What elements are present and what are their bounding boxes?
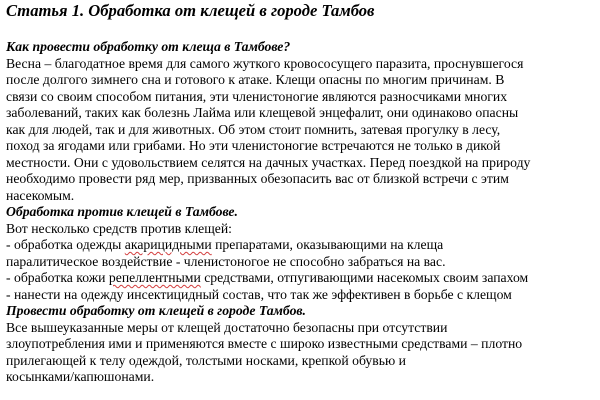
paragraph-line: необходимо провести ряд мер, призванных обезопасить вас от близкой встречи с этим bbox=[6, 171, 509, 186]
article-title: Статья 1. Обработка от клещей в городе Тамбов bbox=[6, 1, 375, 20]
paragraph-line: злоупотребления ими и применяются вместе с широко известными средствами – плотно bbox=[6, 336, 523, 351]
spellcheck-marked-word: акарицидными bbox=[124, 237, 212, 252]
paragraph-line: насекомым. bbox=[6, 187, 75, 203]
list-item-text: - обработка кожи bbox=[6, 270, 109, 285]
spellcheck-marked-word: репеллентными bbox=[108, 270, 201, 285]
list-item-text: препаратами, оказывающими на клеща bbox=[211, 237, 444, 252]
paragraph-line: местности. Они с удовольствием селятся на дачных участках. Перед поездкой на природу bbox=[6, 154, 531, 170]
list-item-text: средствами, отпугивающими насекомых своим запахом bbox=[200, 270, 529, 285]
list-item-continuation: паралитическое воздействие - членистоногое не способно забраться на вас. bbox=[6, 253, 446, 269]
paragraph-line: поход за ягодами или грибами. Но эти членистоногие встречаются не только в дикой bbox=[6, 138, 501, 153]
list-item bbox=[6, 270, 600, 287]
paragraph-line: заболеваний, таких как болезнь Лайма или клещевой энцефалит, они одинаково опасны bbox=[6, 105, 519, 120]
paragraph-line: Все вышеуказанные меры от клещей достаточно безопасны при отсутствии bbox=[6, 319, 448, 335]
section-heading-how-to-treat: Как провести обработку от клеща в Тамбове? bbox=[6, 39, 291, 54]
blank-line bbox=[6, 20, 600, 39]
list-item: - нанести на одежду инсектицидный состав, что так же эффективен в борьбе с клещом bbox=[6, 286, 512, 302]
list-intro: Вот несколько средств против клещей: bbox=[6, 220, 232, 236]
list-item bbox=[6, 237, 600, 254]
section-heading-treatment-against-ticks: Обработка против клещей в Тамбове. bbox=[6, 204, 238, 219]
paragraph-line: косынками/капюшонами. bbox=[6, 369, 155, 384]
article-body bbox=[6, 39, 600, 386]
paragraph-line: как для людей, так и для животных. Об этом стоит помнить, затевая прогулку в лесу, bbox=[6, 121, 501, 137]
paragraph-line: связи со своим способом питания, эти членистоногие являются разносчиками многих bbox=[6, 88, 508, 104]
paragraph-line: Весна – благодатное время для самого жуткого кровососущего паразита, проснувшегося bbox=[6, 55, 524, 71]
paragraph-line: после долгого зимнего сна и готового к атаке. Клещи опасны по многим причинам. В bbox=[6, 72, 505, 87]
paragraph-line: прилегающей к телу одеждой, толстыми носками, крепкой обувью и bbox=[6, 352, 406, 368]
list-item-text: - обработка одежды bbox=[6, 237, 125, 252]
section-heading-conduct-treatment: Провести обработку от клещей в городе Тамбов. bbox=[6, 303, 306, 318]
